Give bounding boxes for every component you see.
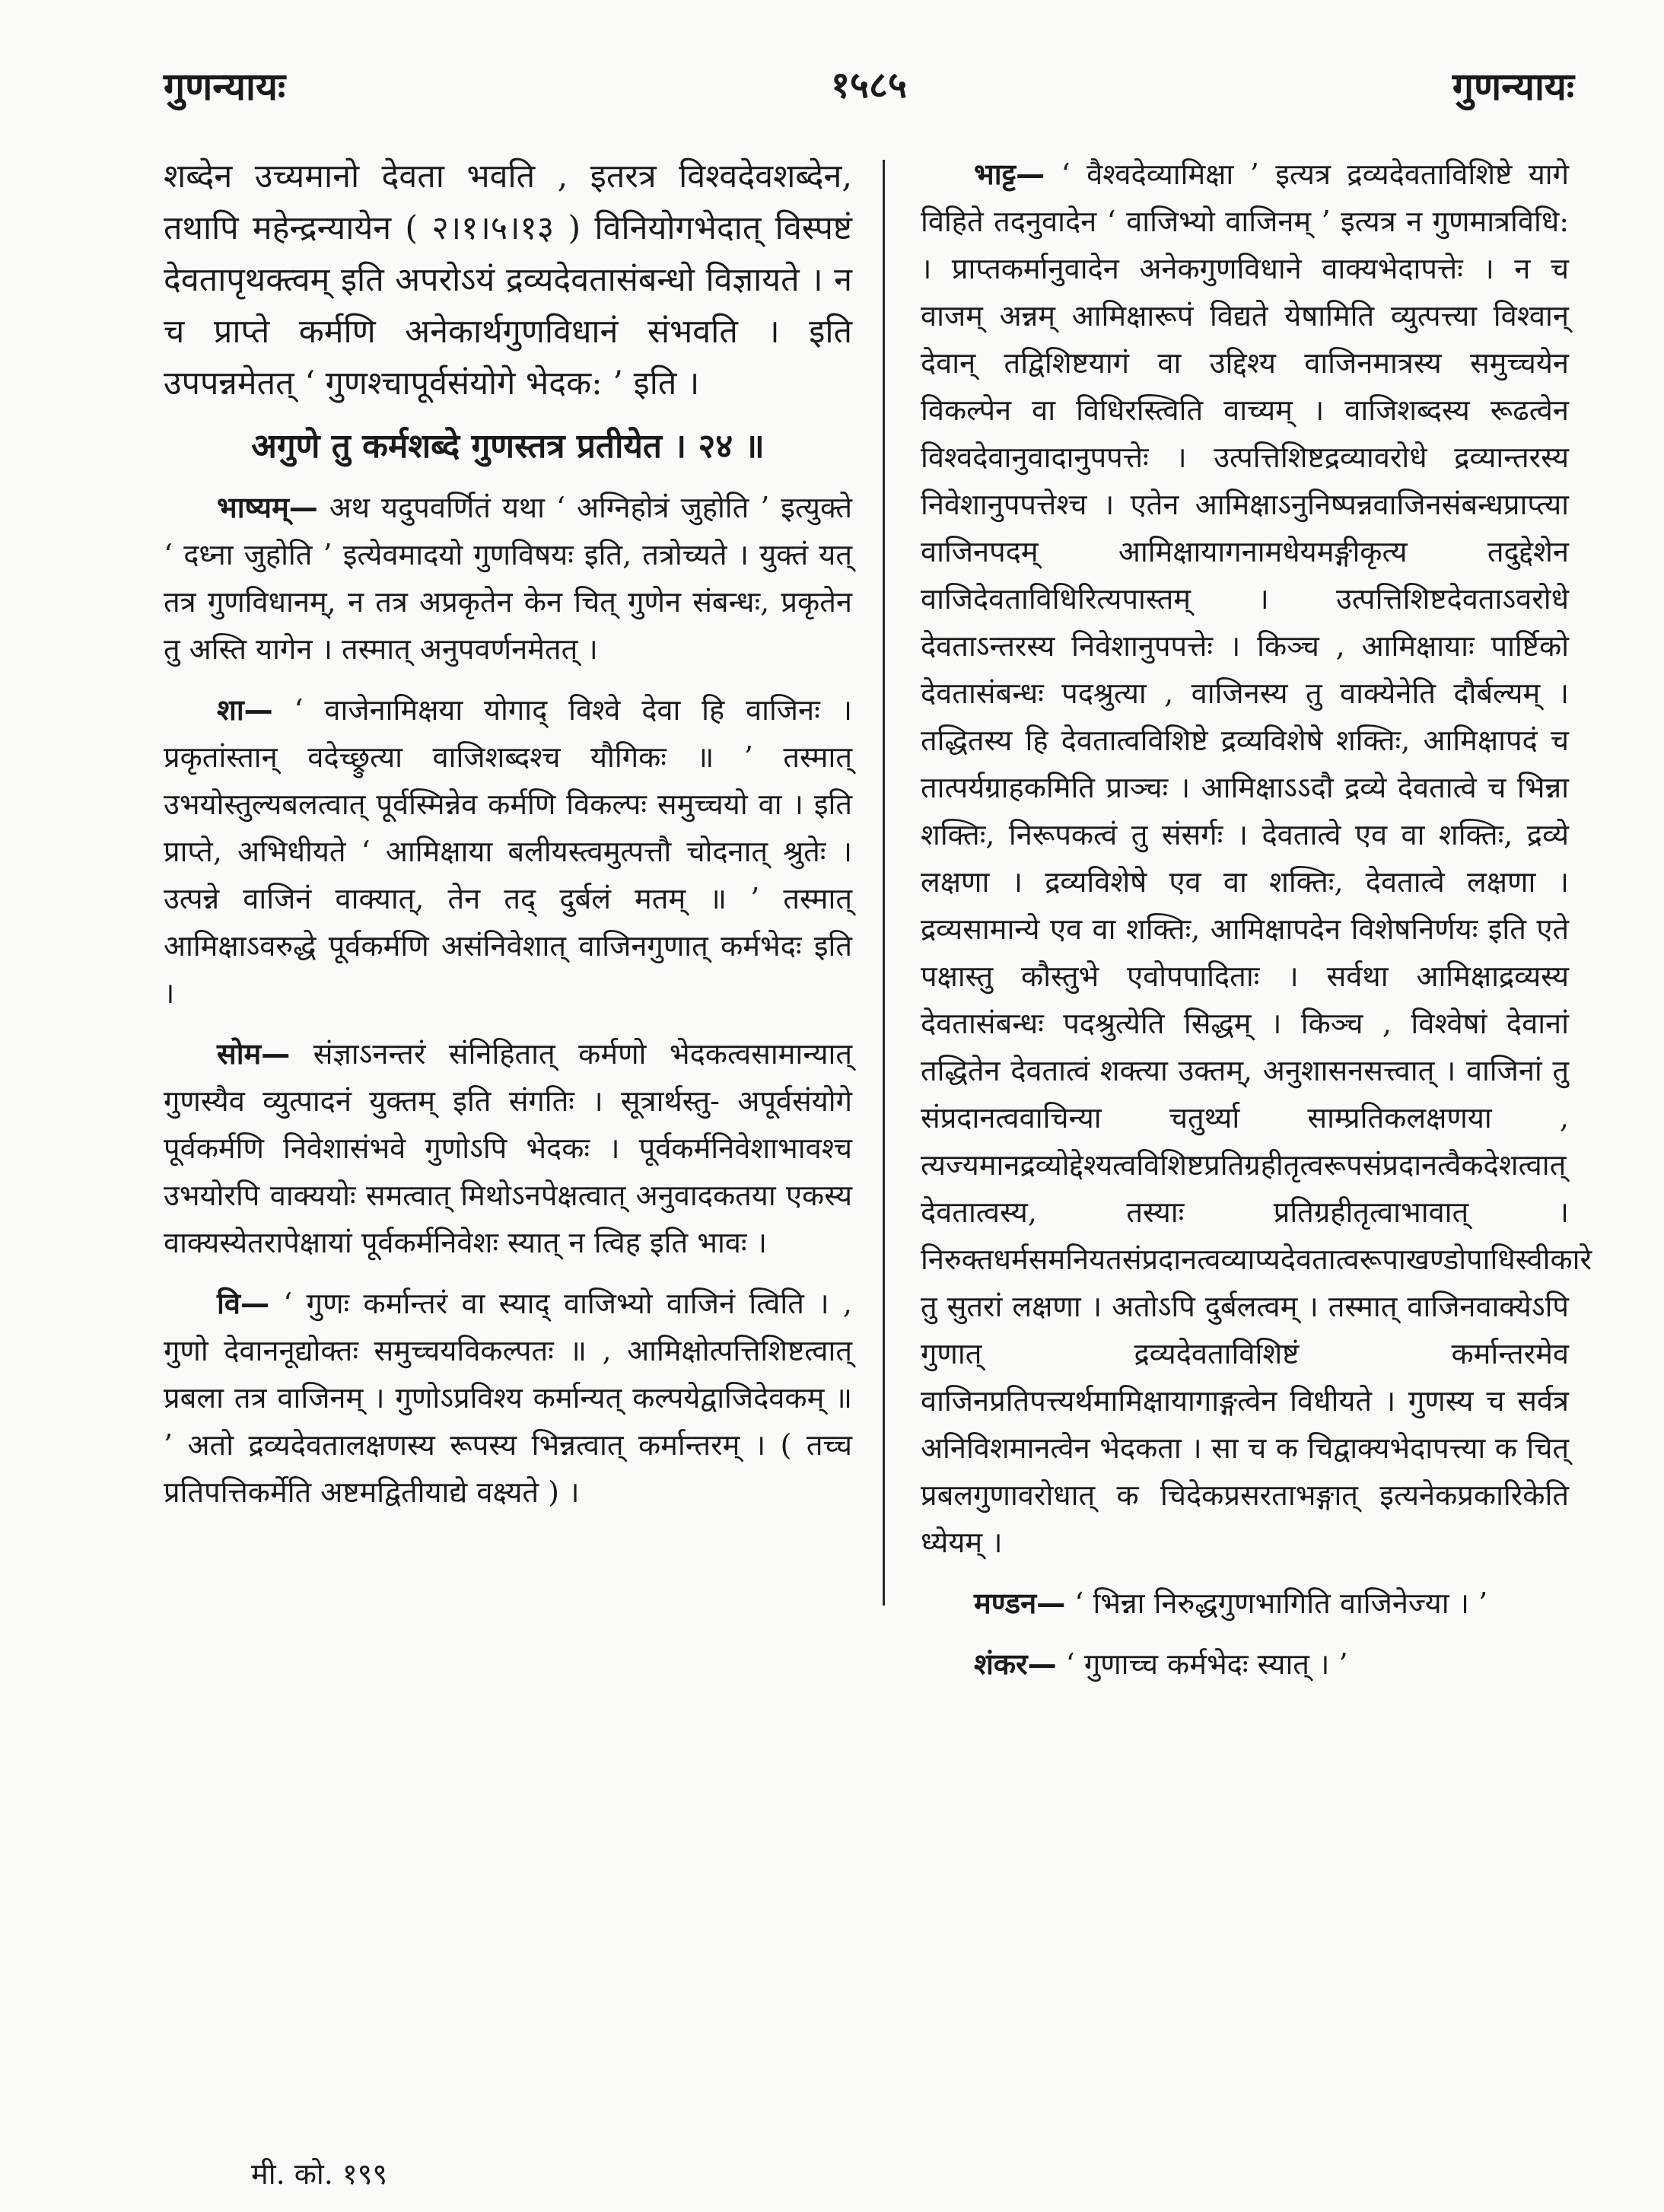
paragraph-text: संज्ञाऽनन्तरं संनिहितात् कर्मणो भेदकत्वसामान्यात् गुणस्यैव व्युत्पादनं युक्तम् इति संगतिः । सूत्रार्थस्तु- अपूर्वसंयोगे पूर्वकर्मणि निवेशासंभवे गुणोऽपि भेदकः । पूर्वकर्मनिवेशाभावश्च उभयोरपि वाक्ययोः समत्वात् मिथोऽनपेक्षत्वात् अनुवादकतया एकस्य वाक्यस्येतरापेक्षायां पूर्वकर्मनिवेशः स्यात् न त्विह इति भावः । <box>164 1037 852 1259</box>
paragraph <box>921 1580 1569 1627</box>
paragraph-text: अथ यदुपवर्णितं यथा ‘ अग्निहोत्रं जुहोति ’ इत्युक्ते ‘ दध्ना जुहोति ’ इत्येवमादयो गुणविषयः इति, तत्रोच्यते । युक्तं यत् तत्र गुणविधानम्, न तत्र अप्रकृतेन केन चित् गुणेन संबन्धः, प्रकृतेन तु अस्ति यागेन । तस्मात् अनुपवर्णनमेतत् । <box>164 491 852 666</box>
left-column <box>164 151 852 2129</box>
paragraph <box>164 151 852 409</box>
commentary-label: शंकर— <box>974 1647 1057 1681</box>
paragraph <box>921 1641 1569 1688</box>
page-number: १५८५ <box>831 64 907 107</box>
running-title-left: गुणन्यायः <box>164 65 286 109</box>
paragraph-text: ‘ गुणाच्च कर्मभेदः स्यात् । ’ <box>1056 1647 1348 1681</box>
column-divider <box>883 160 885 1606</box>
commentary-label: सोम— <box>217 1037 291 1071</box>
paragraph <box>164 1280 852 1516</box>
paragraph-text: शब्देन उच्यमानो देवता भवति , इतरत्र विश्वदेवशब्देन, तथापि महेन्द्रन्यायेन ( २।१।५।१३ ) विनियोगभेदात् विस्पष्टं देवतापृथक्त्वम् इति अपरोऽयं द्रव्यदेवतासंबन्धो विज्ञायते । न च प्राप्ते कर्मणि अनेकार्थगुणविधानं संभवति । इति उपपन्नमेतत् ‘ गुणश्चापूर्वसंयोगे भेदक: ’ इति । <box>164 158 852 403</box>
commentary-label: भाट्ट— <box>974 158 1045 191</box>
paragraph-text: ‘ भिन्ना निरुद्धगुणभागिति वाजिनेज्या । ’ <box>1065 1587 1488 1620</box>
commentary-label: भाष्यम्— <box>217 491 318 524</box>
paragraph <box>164 484 852 673</box>
paragraph <box>921 151 1592 1566</box>
paragraph <box>164 686 852 1017</box>
running-title-right: गुणन्यायः <box>1452 65 1574 109</box>
commentary-label: वि— <box>217 1287 269 1320</box>
right-column <box>921 151 1592 2129</box>
commentary-label: मण्डन— <box>974 1587 1066 1620</box>
paragraph-text: ‘ गुणः कर्मान्तरं वा स्याद् वाजिभ्यो वाजिनं त्विति । , गुणो देवाननूद्योक्तः समुच्चयविकल्पतः ॥ , आमिक्षोत्पत्तिशिष्टत्वात् प्रबला तत्र वाजिनम् । गुणोऽप्रविश्य कर्मान्यत् कल्पयेद्वाजिदेवकम् ॥ ’ अतो द्रव्यदेवतालक्षणस्य रूपस्य भिन्नत्वात् कर्मान्तरम् । ( तच्च प्रतिपत्तिकर्मेति अष्टमद्वितीयाद्ये वक्ष्यते ) । <box>164 1287 852 1509</box>
paragraph-text: ‘ वैश्वदेव्यामिक्षा ’ इत्यत्र द्रव्यदेवताविशिष्टे यागे विहिते तदनुवादेन ‘ वाजिभ्यो वाजिनम् ’ इत्यत्र न गुणमात्रविधि: । प्राप्तकर्मानुवादेन अनेकगुणविधाने वाक्यभेदापत्तेः । न च वाजम् अन्नम् आमिक्षारूपं विद्यते येषामिति व्युत्पत्त्या विश्वान् देवान् तद्विशिष्टयागं वा उद्दिश्य वाजिनमात्रस्य समुच्चयेन विकल्पेन वा विधिरस्त्विति वाच्यम् । वाजिशब्दस्य रूढत्वेन विश्वदेवानुवादानुपपत्तेः । उत्पत्तिशिष्टद्रव्यावरोधे द्रव्यान्तरस्य निवेशानुपपत्तेश्च । एतेन आमिक्षाऽनुनिष्पन्नवाजिनसंबन्धप्राप्त्या वाजिनपदम् आमिक्षायागनामधेयमङ्गीकृत्य तदुद्देशेन वाजिदेवताविधिरित्यपास्तम् । उत्पत्तिशिष्टदेवताऽवरोधे देवताऽन्तरस्य निवेशानुपपत्तेः । किञ्च , आमिक्षायाः पार्ष्टिको देवतासंबन्धः पदश्रुत्या , वाजिनस्य तु वाक्येनेति दौर्बल्यम् । तद्धितस्य हि देवतात्वविशिष्टे द्रव्यविशेषे शक्तिः, आमिक्षापदं च तात्पर्यग्राहकमिति प्राञ्चः । आमिक्षाऽऽदौ द्रव्ये देवतात्वे च भिन्ना शक्तिः, निरूपकत्वं तु संसर्गः । देवतात्वे एव वा शक्तिः, द्रव्ये लक्षणा । द्रव्यविशेषे एव वा शक्तिः, देवतात्वे लक्षणा । द्रव्यसामान्ये एव वा शक्तिः, आमिक्षापदेन विशेषनिर्णयः इति एते पक्षास्तु कौस्तुभे एवोपपादिताः । सर्वथा आमिक्षाद्रव्यस्य देवतासंबन्धः पदश्रुत्येति सिद्धम् । किञ्च , विश्वेषां देवानां तद्धितेन देवतात्वं शक्त्या उक्तम्, अनुशासनसत्त्वात् । वाजिनां तु संप्रदानत्ववाचिन्या चतुर्थ्या साम्प्रतिकलक्षणया , त्यज्यमानद्रव्योद्देश्यत्वविशिष्टप्रतिग्रहीतृत्वरूपसंप्रदानत्वैकदेशत्वात् देवतात्वस्य, तस्याः प्रतिग्रहीतृत्वाभावात् । निरुक्तधर्मसमनियतसंप्रदानत्वव्याप्यदेवतात्वरूपाखण्डोपाधिस्वीकारे तु सुतरां लक्षणा । अतोऽपि दुर्बलत्वम् । तस्मात् वाजिनवाक्येऽपि गुणात् द्रव्यदेवताविशिष्टं कर्मान्तरमेव वाजिनप्रतिपत्त्यर्थमामिक्षायागाङ्गत्वेन विधीयते । गुणस्य च सर्वत्र अनिविशमानत्वेन भेदकता । सा च क चिद्वाक्यभेदापत्त्या क चित् प्रबलगुणावरोधात् क चिदेकप्रसरताभङ्गात् इत्यनेकप्रकारिकेति ध्येयम् । <box>921 158 1592 1559</box>
sutra-text: अगुणे तु कर्मशब्दे गुणस्तत्र प्रतीयेत । २४ ॥ <box>251 427 765 466</box>
paragraph-text: ‘ वाजेनामिक्षया योगाद् विश्वे देवा हि वाजिनः । प्रकृतांस्तान् वदेच्छ्रुत्या वाजिशब्दश्च यौगिकः ॥ ’ तस्मात् उभयोस्तुल्यबलत्वात् पूर्वस्मिन्नेव कर्मणि विकल्पः समुच्चयो वा । इति प्राप्ते, अभिधीयते ‘ आमिक्षाया बलीयस्त्वमुत्पत्तौ चोदनात् श्रुतेः । उत्पन्ने वाजिनं वाक्यात्, तेन तद् दुर्बलं मतम् ॥ ’ तस्मात् आमिक्षाऽवरुद्धे पूर्वकर्मणि असंनिवेशात् वाजिनगुणात् कर्मभेदः इति । <box>164 693 852 1010</box>
commentary-label: शा— <box>217 693 273 727</box>
footer-signature: मी. को. १९९ <box>251 2157 388 2191</box>
paragraph <box>164 1030 852 1266</box>
sutra-line <box>164 423 852 470</box>
page-header <box>164 59 1574 120</box>
